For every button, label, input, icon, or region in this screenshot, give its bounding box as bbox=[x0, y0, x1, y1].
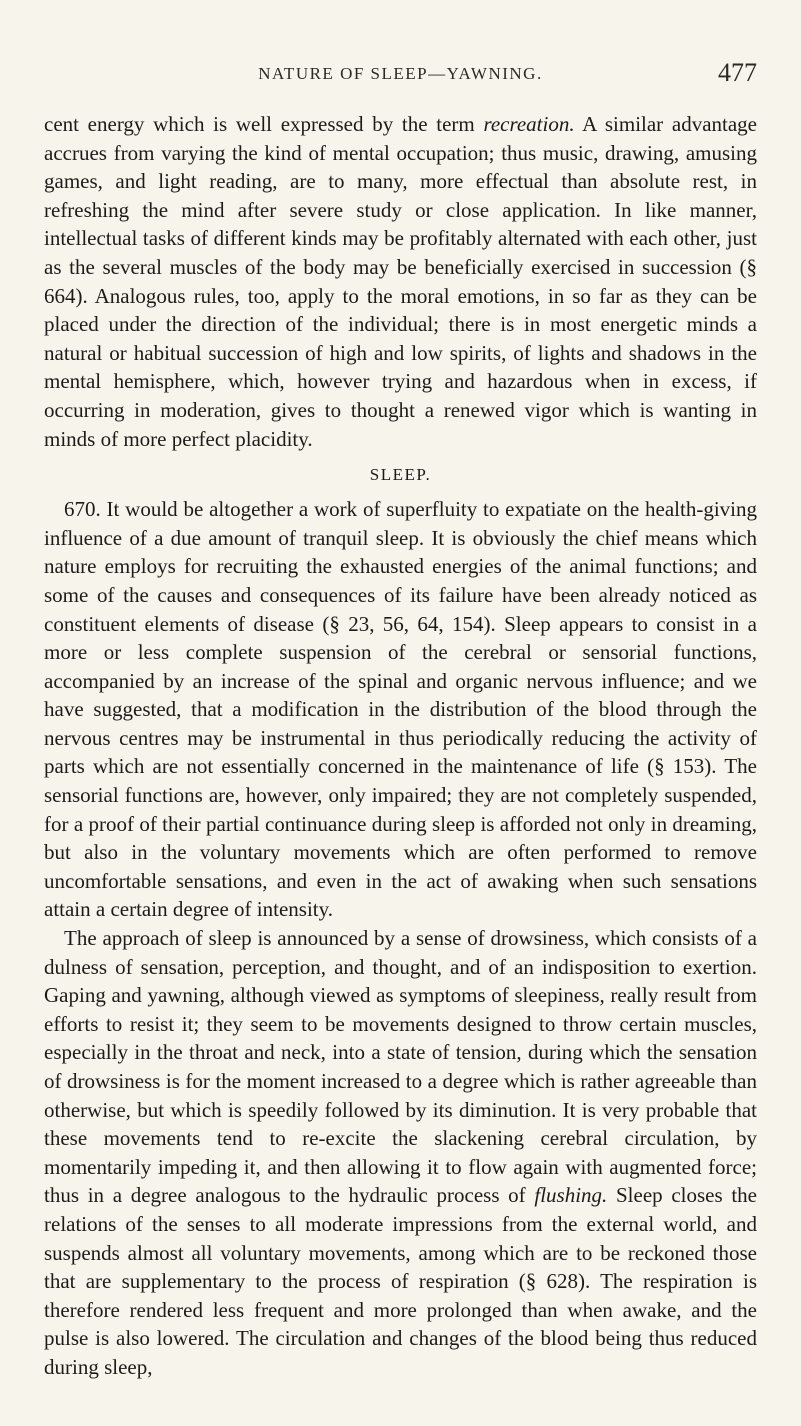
paragraph-670: 670. It would be altogether a work of superfluity to expatiate on the health-giving influence of a due amount of tranquil sleep. It is obviously the chief means which nature employs for recruiting the exhausted energies of the animal functions; and some of the causes and consequences of its failure have been already noticed as constituent elements of disease (§ 23, 56, 64, 154). Sleep appears to consist in a more or less complete suspension of the cerebral or sensorial functions, accompanied by an increase of the spinal and organic nervous influence; and we have suggested, that a modification in the distribution of the blood through the nervous centres may be instrumental in thus periodically reducing the activity of parts which are not essentially concerned in the maintenance of life (§ 153). The sensorial functions are, however, only impaired; they are not completely suspended, for a proof of their partial continuance during sleep is afforded not only in dreaming, but also in the voluntary movements which are often performed to remove uncomfortable sensations, and even in the act of awaking when such sensations attain a certain degree of intensity. bbox=[44, 497, 757, 922]
section-heading: SLEEP. bbox=[369, 465, 432, 485]
paragraph-text: The approach of sleep is announced by a sense of drowsiness, which consists of a dulness of sensation, perception, and thought, and of an indisposition to exertion. Gaping and yawning, although viewed as symptoms of sleepiness, really result from efforts to resist it; they seem to be movements designed to throw certain muscles, especially in the throat and neck, into a state of tension, during which the sensation of drowsiness is for the moment increased to a degree which is rather agreeable than otherwise, but which is speedily followed by its diminution. It is very probable that these movements tend to re-excite the slackening cerebral circulation, by momentarily impeding it, and then allowing it to flow again with augmented force; thus in a degree analogous to the hydraulic process of bbox=[44, 926, 757, 1208]
italic-term: recreation. bbox=[483, 112, 575, 136]
paragraph-recreation bbox=[44, 110, 757, 453]
paragraph-text: A similar advantage accrues from varying the kind of mental occupation; thus music, drawing, amusing games, and light reading, are to many, more effectual than absolute rest, in refreshing the mind after severe study or close application. In like manner, intellectual tasks of different kinds may be profitably alternated with each other, just as the several muscles of the body may be beneficially exercised in succession (§ 664). Analogous rules, too, apply to the moral emotions, in so far as they can be placed under the direction of the individual; there is in most energetic minds a natural or habitual succession of high and low spirits, of lights and shadows in the mental hemisphere, which, however trying and hazardous when in excess, if occurring in moderation, gives to thought a renewed vigor which is wanting in minds of more perfect placidity. bbox=[44, 112, 757, 451]
paragraph-text: Sleep closes the relations of the senses to all moderate impressions from the external world, and suspends almost all voluntary movements, among which are to be reckoned those that are supplementary to the process of respiration (§ 628). The respiration is therefore rendered less frequent and more prolonged than when awake, and the pulse is also lowered. The circulation and changes of the blood being thus reduced during sleep, bbox=[44, 1183, 757, 1379]
page-number: 477 bbox=[718, 58, 757, 87]
running-head bbox=[44, 0, 757, 110]
paragraph-text: cent energy which is well expressed by the term bbox=[44, 112, 484, 136]
text-body bbox=[44, 110, 757, 1382]
italic-term: flushing. bbox=[534, 1183, 608, 1208]
running-title: NATURE OF SLEEP—YAWNING. bbox=[258, 64, 543, 83]
paragraph-approach-of-sleep bbox=[44, 924, 757, 1382]
